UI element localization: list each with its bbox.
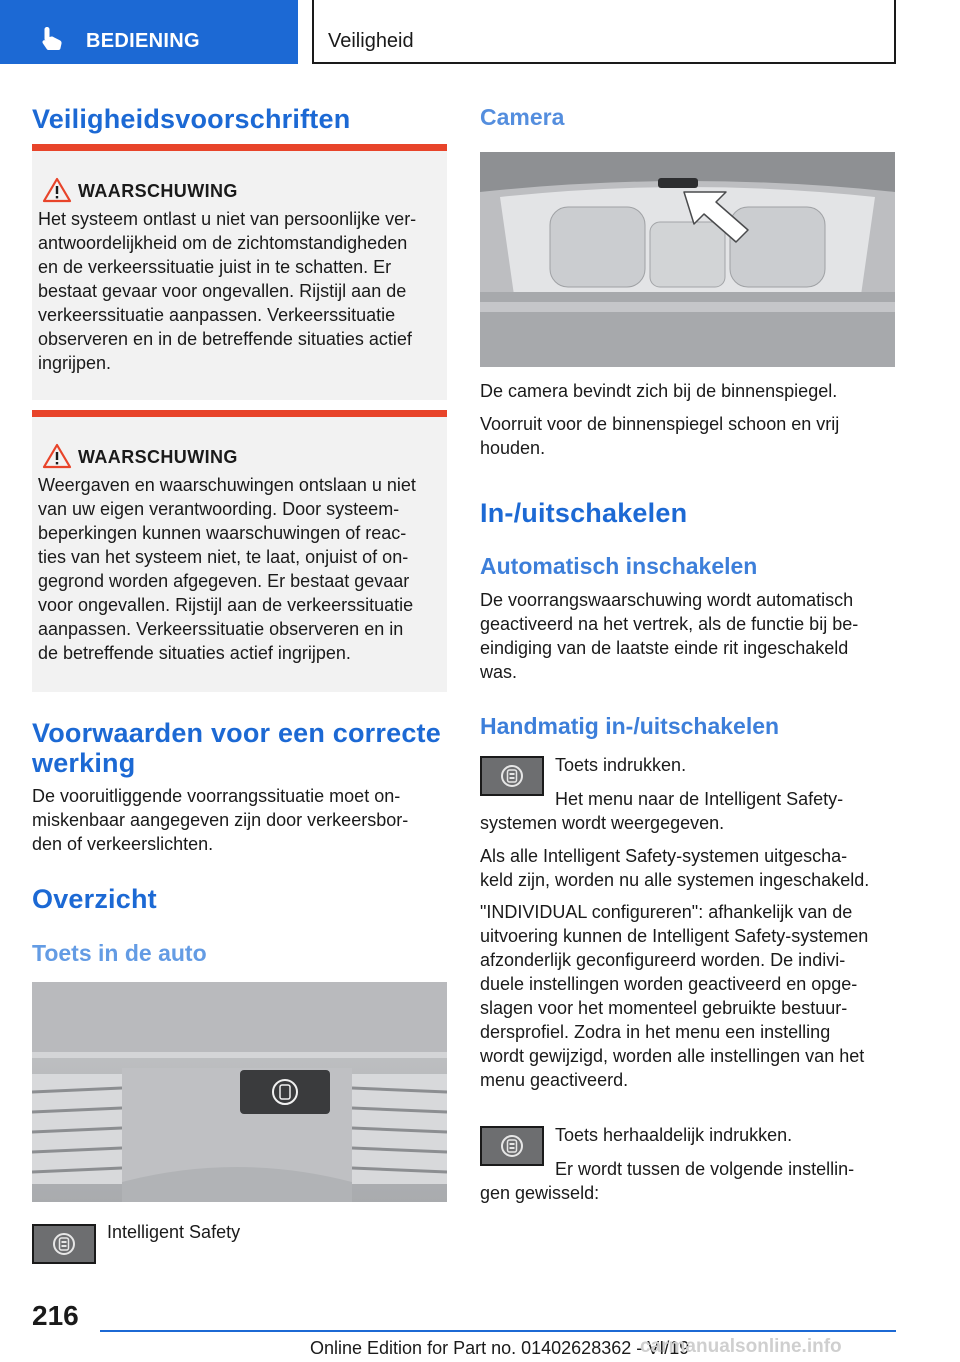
camera-location-text: De camera bevindt zich bij de binnenspiegel. — [480, 381, 838, 401]
header-frame — [312, 0, 896, 64]
warning-box-2 — [32, 410, 447, 692]
step1-result-line2: systemen wordt weergegeven. — [480, 813, 725, 833]
camera-location-photo — [480, 152, 895, 367]
step1-result-line1: Het menu naar de Intelligent Safety- — [555, 789, 844, 809]
intelligent-safety-button-icon — [480, 1126, 544, 1166]
camera-clean-text: Voorruit voor de binnenspiegel schoon en vrij houden. — [480, 414, 840, 458]
warning-text: Het systeem ontlast u niet van persoonlijke ver- antwoordelijkheid om de zichtomstandigheden en de verkeerssituatie juist in te schatten. Er bestaat gevaar voor ongevallen. Rijstijl aan de verkeerssituatie aanpassen. Verkeerssituatie observeren en in de betreffende situaties actief ingrijpen. — [38, 209, 417, 373]
subheading-manual-switch: Handmatig in-/uitschakelen — [480, 713, 780, 739]
step2-result-line2: gen gewisseld: — [480, 1183, 600, 1203]
edition-note: Online Edition for Part no. 01402628362 - VI/19 — [310, 1338, 690, 1358]
step2-instruction: Toets herhaaldelijk indrukken. — [555, 1125, 793, 1145]
intelligent-safety-button-icon — [480, 756, 544, 796]
warning-label: WAARSCHUWING — [78, 447, 238, 467]
warning-label: WAARSCHUWING — [78, 181, 238, 201]
warning-text: Weergaven en waarschuwingen ontslaan u niet van uw eigen verantwoording. Door systeem- beperkingen kunnen waarschuwingen of reac- ties van het systeem niet, te laat, onjuist of on- gegrond worden afgegeven. Er bestaat gevaar voor ongevallen. Rijstijl aan de verkeerssituatie aanpassen. Verkeerssituatie observeren en in de betreffende situaties actief ingrijpen. — [38, 475, 416, 663]
all-systems-paragraph: Als alle Intelligent Safety-systemen uitgescha- keld zijn, worden nu alle systemen ingeschakeld. — [480, 846, 870, 890]
heading-safety-rules: Veiligheidsvoorschriften — [32, 104, 351, 134]
subheading-auto-activate: Automatisch inschakelen — [480, 553, 758, 579]
hand-pointer-icon — [38, 24, 66, 52]
subheading-button-in-car: Toets in de auto — [32, 940, 207, 966]
auto-activate-paragraph: De voorrangswaarschuwing wordt automatisch geactiveerd na het vertrek, als de functie bij be- eindiging van de laatste einde rit ingeschakeld was. — [480, 590, 859, 682]
step2-result-line1: Er wordt tussen de volgende instellin- — [555, 1159, 855, 1179]
heading-overview: Overzicht — [32, 884, 157, 914]
warning-triangle-icon — [42, 177, 72, 203]
section-label: BEDIENING — [86, 30, 200, 52]
warning-triangle-icon — [42, 443, 72, 469]
intelligent-safety-button-icon — [32, 1224, 96, 1264]
step1-instruction: Toets indrukken. — [555, 755, 687, 775]
heading-camera: Camera — [480, 104, 565, 130]
page-header-title: Veiligheid — [328, 30, 414, 52]
warning-box-1 — [32, 144, 447, 400]
dashboard-button-photo — [32, 982, 447, 1202]
watermark: carmanualsonline.info — [640, 1336, 842, 1357]
section-tab[interactable] — [0, 0, 298, 64]
page-number: 216 — [32, 1300, 79, 1331]
individual-config-paragraph: "INDIVIDUAL configureren": afhankelijk van de uitvoering kunnen de Intelligent Safety-systemen afzonderlijk geconfigureerd worden. De indivi- duele instellingen worden geactiveerd en opge- slagen voor het momenteel gebruikte bestuur- dersprofiel. Zodra in het menu een instelling wordt gewijzigd, worden alle instellingen van het menu geactiveerd. — [480, 902, 869, 1090]
heading-requirements: Voorwaarden voor een correcte werking — [32, 718, 441, 778]
heading-switch-on-off: In-/uitschakelen — [480, 498, 688, 528]
button-caption: Intelligent Safety — [107, 1222, 241, 1242]
footer-divider — [100, 1330, 896, 1332]
requirements-paragraph: De vooruitliggende voorrangssituatie moet on- miskenbaar aangegeven zijn door verkeersbor- den of verkeerslichten. — [32, 786, 409, 854]
